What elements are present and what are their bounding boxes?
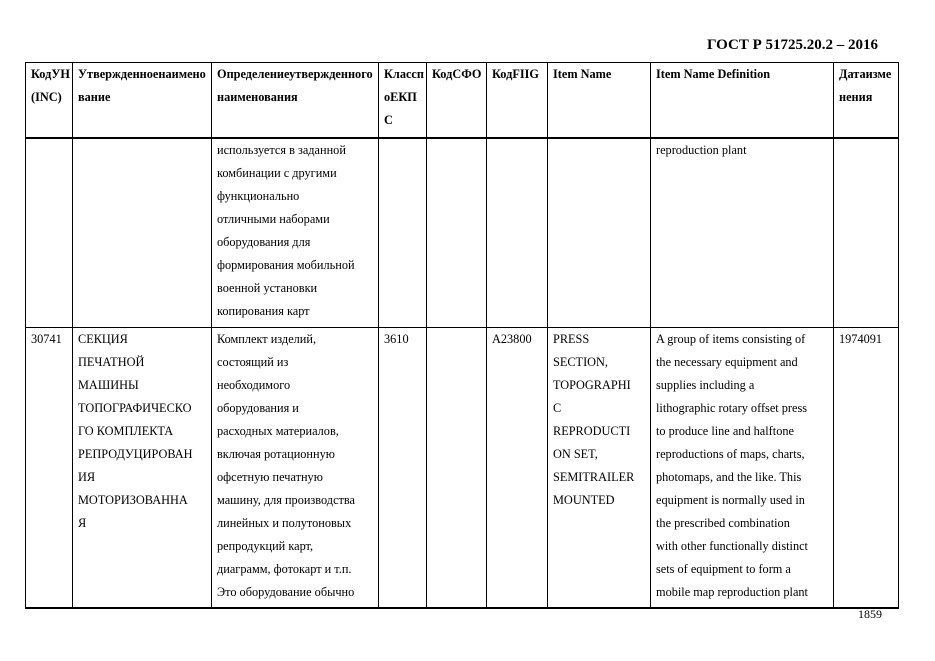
cell-text-line: C bbox=[553, 401, 562, 415]
cell-text-line: reproduction plant bbox=[656, 142, 747, 157]
cell-ekps-class bbox=[379, 328, 427, 608]
cell-text-line: используется в заданной bbox=[217, 142, 346, 157]
table-row bbox=[26, 328, 899, 608]
cell-text-line: ГО КОМПЛЕКТА bbox=[78, 424, 174, 438]
cell-text-line: A group of items consisting of bbox=[656, 332, 806, 346]
cell-text-line: Я bbox=[78, 516, 87, 530]
cell-text-line: 1974091 bbox=[839, 332, 883, 346]
header-text-line: наименование bbox=[78, 67, 206, 104]
table-body bbox=[26, 138, 899, 608]
cell-text-line: линейных и полутоновых bbox=[217, 516, 352, 530]
cell-text-line: СЕКЦИЯ bbox=[78, 332, 128, 346]
cell-text-line: the prescribed combination bbox=[656, 516, 790, 530]
cell-text-line: 30741 bbox=[31, 332, 62, 346]
header-inc-code bbox=[26, 63, 73, 138]
cell-text-line: диаграмм, фотокарт и т.п. bbox=[217, 562, 352, 576]
header-text-line: Item Name bbox=[553, 67, 612, 81]
table-row bbox=[26, 138, 899, 328]
cell-definition bbox=[212, 138, 379, 328]
cell-text-line: mobile map reproduction plant bbox=[656, 585, 808, 599]
cell-fiig-code bbox=[487, 328, 548, 608]
header-text-line: изменен bbox=[839, 67, 892, 104]
header-text-line: Дата bbox=[839, 67, 866, 81]
cell-text-line: TOPOGRAPHI bbox=[553, 378, 631, 392]
cell-text-line: функционально bbox=[217, 188, 300, 203]
cell-text-line: MOUNTED bbox=[553, 493, 615, 507]
cell-fiig-code bbox=[487, 138, 548, 328]
header-text-line: Код bbox=[432, 67, 453, 81]
cell-text-line: ON SET, bbox=[553, 447, 598, 461]
cell-change-date bbox=[834, 138, 899, 328]
catalog-table bbox=[25, 62, 899, 609]
cell-item-name bbox=[548, 138, 651, 328]
cell-change-date bbox=[834, 328, 899, 608]
header-sfo-code bbox=[427, 63, 487, 138]
header-text-line: УН bbox=[51, 67, 70, 81]
cell-text-line: ПЕЧАТНОЙ bbox=[78, 355, 145, 369]
cell-text-line: машину, для производства bbox=[217, 493, 355, 507]
cell-text-line: МОТОРИЗОВАННА bbox=[78, 493, 188, 507]
cell-text-line: reproductions of maps, charts, bbox=[656, 447, 805, 461]
cell-inc-code bbox=[26, 138, 73, 328]
cell-text-line: отличными наборами bbox=[217, 211, 330, 226]
header-text-line: Item Name Definition bbox=[656, 67, 771, 81]
cell-text-line: МАШИНЫ bbox=[78, 378, 139, 392]
header-text-line: Определение bbox=[217, 67, 290, 81]
cell-sfo-code bbox=[427, 138, 487, 328]
cell-text-line: комбинации с другими bbox=[217, 165, 337, 180]
cell-text-line: with other functionally distinct bbox=[656, 539, 808, 553]
cell-text-line: оборудования для bbox=[217, 234, 311, 249]
header-text-line: ЕКПС bbox=[384, 90, 417, 127]
cell-inc-code bbox=[26, 328, 73, 608]
header-definition bbox=[212, 63, 379, 138]
cell-approved-name bbox=[73, 328, 212, 608]
cell-text-line: A23800 bbox=[492, 332, 532, 346]
cell-text-line: REPRODUCTI bbox=[553, 424, 631, 438]
cell-text-line: расходных материалов, bbox=[217, 424, 339, 438]
cell-text-line: офсетную печатную bbox=[217, 470, 323, 484]
table-header-row bbox=[26, 63, 899, 138]
cell-text-line: Комплект изделий, bbox=[217, 332, 317, 346]
header-text-line: Код bbox=[492, 67, 513, 81]
header-text-line: СФО bbox=[452, 67, 482, 81]
cell-text-line: необходимого bbox=[217, 378, 291, 392]
cell-definition bbox=[212, 328, 379, 608]
cell-text-line: PRESS bbox=[553, 332, 590, 346]
header-text-line: утвержденного bbox=[289, 67, 373, 81]
standard-designation: ГОСТ Р 51725.20.2 – 2016 bbox=[707, 37, 879, 53]
header-text-line: наименования bbox=[217, 90, 298, 104]
cell-text-line: supplies including a bbox=[656, 378, 755, 392]
cell-text-line: копирования карт bbox=[217, 303, 310, 318]
header-item-name-definition bbox=[651, 63, 834, 138]
header-text-line: Утвержденное bbox=[78, 67, 159, 81]
cell-approved-name bbox=[73, 138, 212, 328]
cell-text-line: lithographic rotary offset press bbox=[656, 401, 808, 415]
cell-item-name bbox=[548, 328, 651, 608]
header-text-line: ия bbox=[858, 90, 873, 104]
header-text-line: Класс bbox=[384, 67, 417, 81]
cell-text-line: репродукций карт, bbox=[217, 539, 314, 553]
cell-text-line: РЕПРОДУЦИРОВАН bbox=[78, 447, 193, 461]
cell-text-line: 3610 bbox=[384, 332, 409, 346]
cell-item-name-definition bbox=[651, 328, 834, 608]
header-approved-name bbox=[73, 63, 212, 138]
cell-text-line: equipment is normally used in bbox=[656, 493, 805, 507]
cell-text-line: sets of equipment to form a bbox=[656, 562, 791, 576]
cell-text-line: Это оборудование обычно bbox=[217, 585, 355, 599]
header-change-date bbox=[834, 63, 899, 138]
cell-text-line: формирования мобильной bbox=[217, 257, 355, 272]
cell-text-line: включая ротационную bbox=[217, 447, 335, 461]
cell-text-line: SEMITRAILER bbox=[553, 470, 635, 484]
header-text-line: Код bbox=[31, 67, 52, 81]
header-item-name bbox=[548, 63, 651, 138]
cell-sfo-code bbox=[427, 328, 487, 608]
header-text-line: FIIG bbox=[512, 67, 539, 81]
cell-text-line: оборудования и bbox=[217, 401, 299, 415]
cell-ekps-class bbox=[379, 138, 427, 328]
header-text-line: (INC) bbox=[31, 90, 62, 104]
cell-text-line: to produce line and halftone bbox=[656, 424, 794, 438]
header-ekps-class bbox=[379, 63, 427, 138]
cell-text-line: ИЯ bbox=[78, 470, 96, 484]
cell-item-name-definition bbox=[651, 138, 834, 328]
page-number: 1859 bbox=[858, 607, 882, 621]
cell-text-line: ТОПОГРАФИЧЕСКО bbox=[78, 401, 192, 415]
cell-text-line: SECTION, bbox=[553, 355, 608, 369]
cell-text-line: состоящий из bbox=[217, 355, 289, 369]
cell-text-line: военной установки bbox=[217, 280, 318, 295]
header-text-line: по bbox=[384, 67, 424, 104]
header-fiig-code bbox=[487, 63, 548, 138]
cell-text-line: the necessary equipment and bbox=[656, 355, 798, 369]
cell-text-line: photomaps, and the like. This bbox=[656, 470, 802, 484]
